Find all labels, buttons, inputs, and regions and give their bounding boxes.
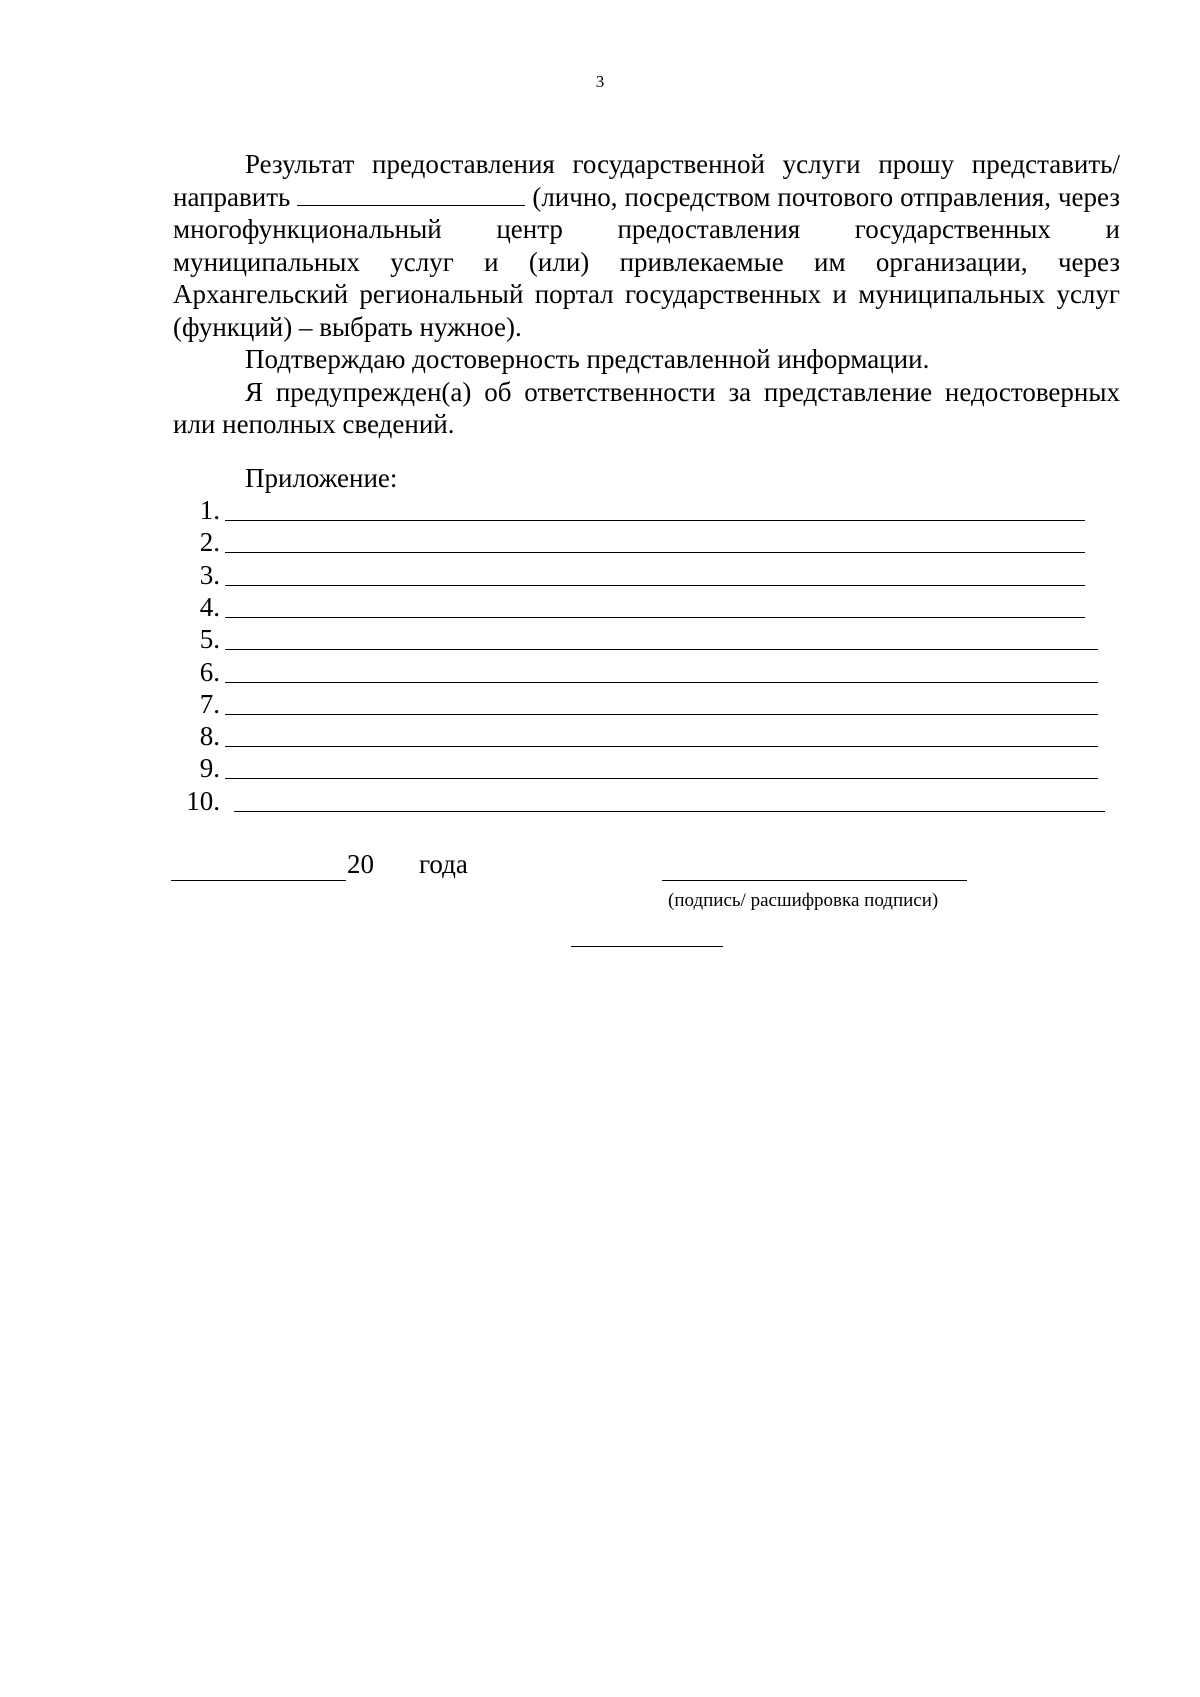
- appendix-item: [0, 559, 1200, 591]
- appendix-item-line[interactable]: [225, 649, 1098, 650]
- result-text-start: Результат предоставления государственной услуги прошу представить/направить: [173, 149, 1120, 212]
- paragraph-warning: Я предупрежден(а) об ответственности за представление недостоверных или неполных сведений.: [173, 376, 1120, 439]
- signature-caption: (подпись/ расшифровка подписи): [668, 890, 939, 911]
- paragraph-confirm: Подтверждаю достоверность представленной информации.: [245, 344, 930, 374]
- appendix-title: Приложение:: [245, 463, 398, 493]
- appendix-item-line[interactable]: [225, 585, 1085, 586]
- appendix-item-line[interactable]: [225, 552, 1085, 553]
- appendix-item-number: 9.: [199, 753, 220, 784]
- document-body: [173, 148, 1120, 441]
- appendix-item: [0, 526, 1200, 558]
- appendix-item-number: 4.: [199, 591, 220, 622]
- appendix-item-number: 5.: [199, 624, 220, 655]
- appendix-item: [0, 656, 1200, 688]
- appendix-item: [0, 591, 1200, 623]
- appendix-item-line[interactable]: [225, 682, 1098, 683]
- appendix-item-line[interactable]: [225, 617, 1085, 618]
- appendix-item-line[interactable]: [225, 746, 1098, 747]
- appendix-item: [0, 720, 1200, 752]
- appendix-item-line[interactable]: [225, 778, 1098, 779]
- result-text-end: (лично, посредством почтового отправления, через многофункциональный центр предоставления государственных и муниципальных услуг и (или) привлекаемые им организации, через Архангельский региональный портал государственных и муниципальных услуг (функций) – выбрать нужное).: [173, 181, 1120, 342]
- appendix-item-number: 10.: [186, 785, 220, 816]
- delivery-method-blank[interactable]: [297, 183, 525, 206]
- appendix-item: [0, 688, 1200, 720]
- appendix-item-line[interactable]: [225, 520, 1085, 521]
- appendix-item-number: 8.: [199, 721, 220, 752]
- signature-blank[interactable]: [662, 880, 967, 881]
- date-century: 20: [347, 849, 374, 879]
- appendix-item-number: 6.: [199, 656, 220, 687]
- appendix-item: [0, 494, 1200, 526]
- appendix-item: [0, 623, 1200, 655]
- end-separator: [571, 946, 723, 947]
- appendix-item-line[interactable]: [234, 811, 1105, 812]
- appendix-item-number: 3.: [199, 559, 220, 590]
- date-blank[interactable]: [171, 880, 346, 881]
- paragraph-result-delivery: [173, 148, 1120, 343]
- appendix-item-line[interactable]: [225, 714, 1098, 715]
- appendix-item: [0, 752, 1200, 784]
- appendix-item-number: 1.: [199, 495, 220, 525]
- appendix-item-number: 7.: [199, 688, 220, 719]
- page-number: 3: [595, 72, 605, 91]
- appendix-item: [0, 785, 1200, 817]
- appendix-item-number: 2.: [199, 527, 220, 558]
- date-year-word: года: [419, 849, 468, 879]
